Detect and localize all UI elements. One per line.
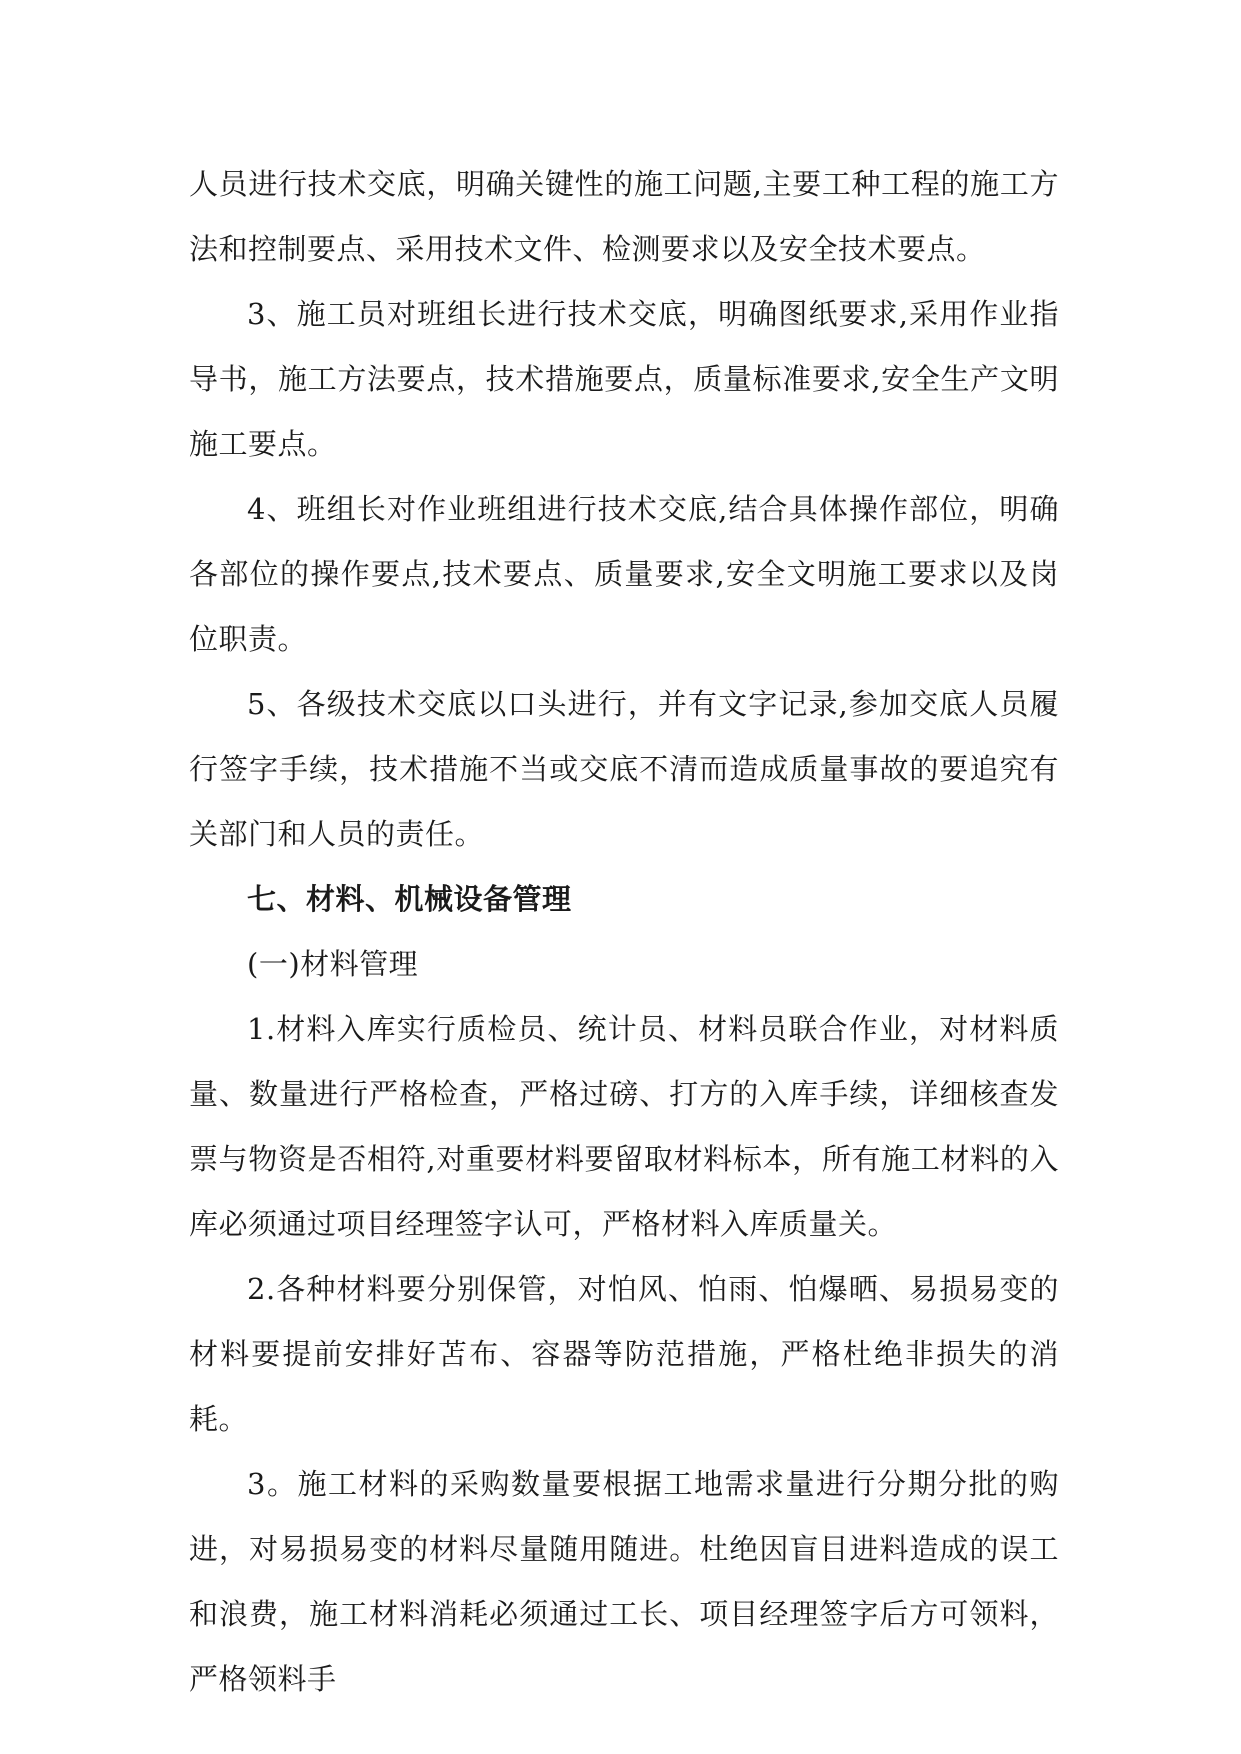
paragraph-item-4: 4、班组长对作业班组进行技术交底,结合具体操作部位，明确各部位的操作要点,技术要点、质量要求,安全文明施工要求以及岗位职责。 <box>189 492 1059 656</box>
paragraph-material-3: 3。施工材料的采购数量要根据工地需求量进行分期分批的购进，对易损易变的材料尽量随用随进。杜绝因盲目进料造成的误工和浪费，施工材料消耗必须通过工长、项目经理签字后方可领料，严格领料手 <box>189 1467 1059 1696</box>
paragraph-item-3: 3、施工员对班组长进行技术交底，明确图纸要求,采用作业指导书，施工方法要点，技术措施要点，质量标准要求,安全生产文明施工要点。 <box>189 297 1059 461</box>
subsection-heading: (一)材料管理 <box>247 947 419 981</box>
section-heading: 七、材料、机械设备管理 <box>247 882 572 916</box>
document-body <box>189 152 1059 1712</box>
paragraph-continuation: 人员进行技术交底，明确关键性的施工问题,主要工种工程的施工方法和控制要点、采用技术文件、检测要求以及安全技术要点。 <box>189 167 1059 266</box>
paragraph-material-2: 2.各种材料要分别保管，对怕风、怕雨、怕爆晒、易损易变的材料要提前安排好苫布、容器等防范措施，严格杜绝非损失的消耗。 <box>189 1272 1059 1436</box>
paragraph-material-1: 1.材料入库实行质检员、统计员、材料员联合作业，对材料质量、数量进行严格检查，严格过磅、打方的入库手续，详细核查发票与物资是否相符,对重要材料要留取材料标本，所有施工材料的入库必须通过项目经理签字认可，严格材料入库质量关。 <box>189 1012 1059 1241</box>
paragraph-item-5: 5、各级技术交底以口头进行，并有文字记录,参加交底人员履行签字手续，技术措施不当或交底不清而造成质量事故的要追究有关部门和人员的责任。 <box>189 687 1059 851</box>
